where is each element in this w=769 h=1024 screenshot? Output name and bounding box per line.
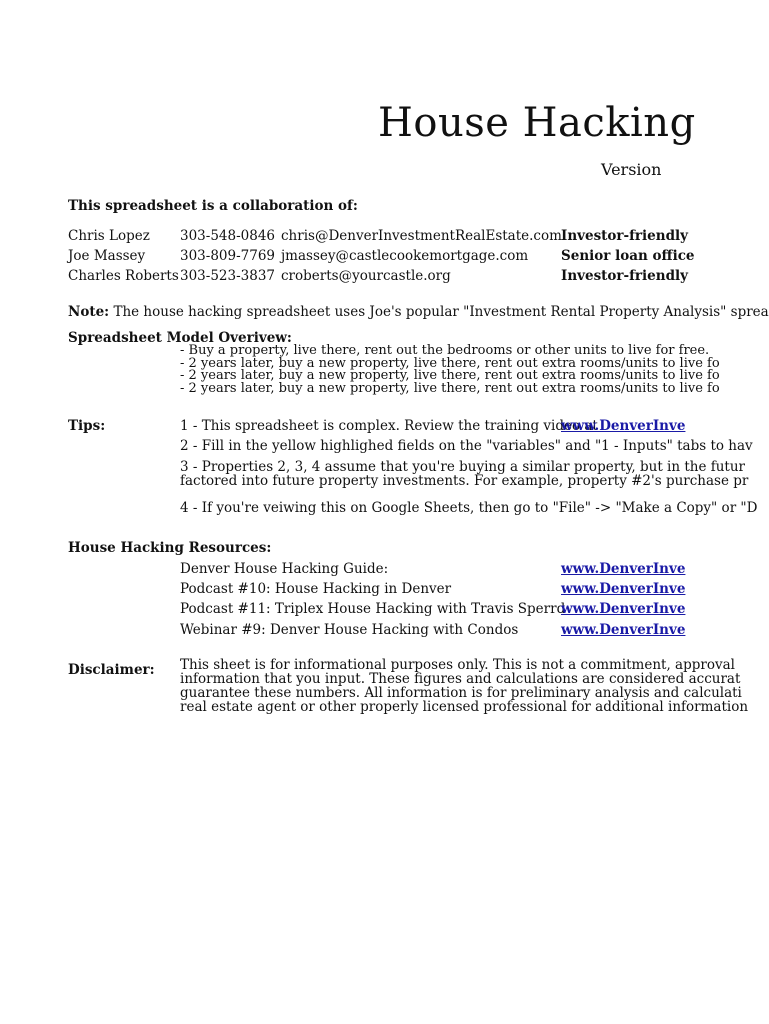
note-label: Note:	[68, 304, 110, 320]
person-name: Chris Lopez	[68, 228, 150, 244]
resource-link[interactable]: www.DenverInve	[561, 581, 686, 597]
person-phone: 303-523-3837	[180, 268, 276, 284]
disclaimer-label: Disclaimer:	[68, 662, 155, 678]
list-item: - 2 years later, buy a new property, live there, rent out extra rooms/units to live fo	[180, 380, 720, 396]
tip-3	[180, 460, 748, 488]
list-item: - 2 years later, buy a new property, live there, rent out extra rooms/units to live fo	[180, 355, 720, 371]
tip-3-line: factored into future property investments. For example, property #2's purchase pr	[180, 473, 749, 489]
tips-label: Tips:	[68, 418, 106, 434]
resource-link[interactable]: www.DenverInve	[561, 561, 686, 577]
person-email: chris@DenverInvestmentRealEstate.com	[281, 228, 562, 244]
tip-1: 1 - This spreadsheet is complex. Review the training video at	[180, 418, 598, 434]
note-line	[68, 304, 769, 320]
resource-label: Podcast #11: Triplex House Hacking with Travis Sperrd	[180, 601, 566, 617]
resource-label: Podcast #10: House Hacking in Denver	[180, 581, 452, 597]
resource-label: Webinar #9: Denver House Hacking with Condos	[180, 622, 519, 638]
overview-heading: Spreadsheet Model Overivew:	[68, 330, 292, 346]
resources-heading: House Hacking Resources:	[68, 540, 272, 556]
person-name: Charles Roberts	[68, 268, 179, 284]
resource-link[interactable]: www.DenverInve	[561, 601, 686, 617]
list-item: - 2 years later, buy a new property, live there, rent out extra rooms/units to live fo	[180, 368, 720, 383]
person-role: Senior loan office	[561, 248, 695, 264]
list-item: - Buy a property, live there, rent out the bedrooms or other units to live for free.	[180, 343, 710, 358]
disclaimer-line: real estate agent or other properly licensed professional for additional information	[180, 699, 749, 715]
note-text: The house hacking spreadsheet uses Joe's popular "Investment Rental Property Analysis" sprea	[109, 304, 769, 320]
disclaimer-line: information that you input. These figures and calculations are considered accurat	[180, 671, 741, 687]
person-name: Joe Massey	[68, 248, 146, 264]
tip-4: 4 - If you're veiwing this on Google Sheets, then go to "File" -> "Make a Copy" or "D	[180, 500, 758, 516]
resource-label: Denver House Hacking Guide:	[180, 561, 389, 577]
disclaimer-line: This sheet is for informational purposes only. This is not a commitment, approval	[180, 657, 735, 673]
person-email: croberts@yourcastle.org	[281, 268, 451, 284]
person-email: jmassey@castlecookemortgage.com	[281, 248, 529, 264]
training-video-link[interactable]: www.DenverInve	[561, 418, 686, 434]
tip-2: 2 - Fill in the yellow highlighed fields on the "variables" and "1 - Inputs" tabs to hav	[180, 438, 753, 454]
overview-list	[180, 345, 720, 395]
tip-3-line: 3 - Properties 2, 3, 4 assume that you're buying a similar property, but in the futur	[180, 459, 746, 475]
page-title: House Hacking	[378, 100, 696, 146]
person-role: Investor-friendly	[561, 268, 688, 284]
version-label: Version	[601, 160, 662, 179]
resource-link[interactable]: www.DenverInve	[561, 622, 686, 638]
person-phone: 303-548-0846	[180, 228, 276, 244]
disclaimer-text	[180, 658, 748, 714]
person-phone: 303-809-7769	[180, 248, 276, 264]
collaboration-heading: This spreadsheet is a collaboration of:	[68, 198, 358, 214]
disclaimer-line: guarantee these numbers. All information is for preliminary analysis and calculati	[180, 685, 742, 701]
person-role: Investor-friendly	[561, 228, 688, 244]
